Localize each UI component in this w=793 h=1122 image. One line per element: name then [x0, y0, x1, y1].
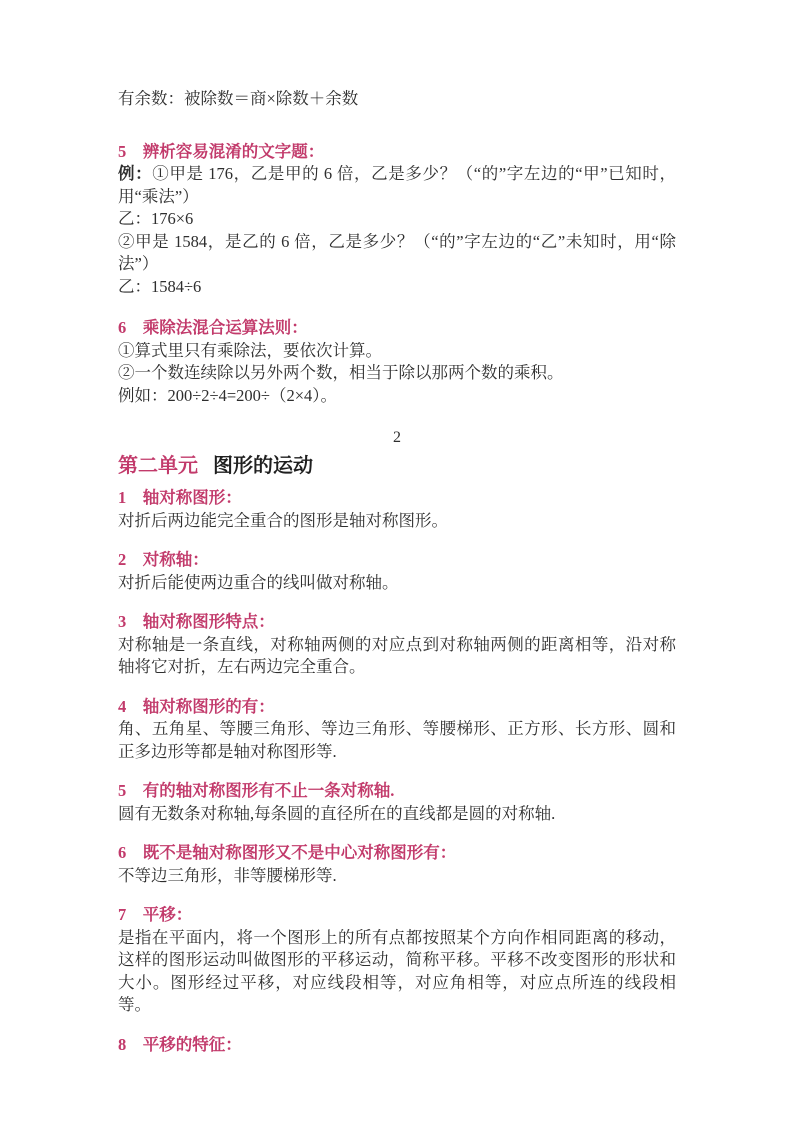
section-5-word-problems	[118, 141, 676, 299]
section-4-axisymmetric-examples	[118, 696, 676, 764]
section-heading: 5 辨析容易混淆的文字题：	[118, 141, 325, 161]
section-body: 角、五角星、等腰三角形、等边三角形、等腰梯形、正方形、长方形、圆和正多边形等都是轴对称图形等.	[118, 719, 676, 761]
section-heading: 8 平移的特征：	[118, 1034, 242, 1054]
section-5-multiple-axes	[118, 780, 676, 825]
section-6-neither-symmetric	[118, 842, 676, 887]
section-2-axis-of-symmetry	[118, 549, 676, 594]
section-6-mixed-operations	[118, 317, 676, 407]
section-body: 对称轴是一条直线，对称轴两侧的对应点到对称轴两侧的距离相等，沿对称轴将它对折，左右两边完全重合。	[118, 634, 676, 676]
paragraph-answer-1: 乙：176×6	[118, 209, 194, 228]
section-heading: 4 轴对称图形的有：	[118, 696, 275, 716]
section-heading: 6 乘除法混合运算法则：	[118, 318, 308, 337]
unit-heading	[118, 453, 676, 479]
section-3-axisymmetric-features	[118, 611, 676, 679]
unit-2-sections	[118, 487, 676, 1056]
example-text: ①甲是 176，乙是甲的 6 倍，乙是多少？（“的”字左边的“甲”已知时，用“乘法”）	[118, 164, 676, 206]
paragraph-rule-example: 例如：200÷2÷4=200÷（2×4）。	[118, 385, 338, 405]
paragraph-rule-1: ①算式里只有乘除法，要依次计算。	[118, 340, 382, 360]
section-heading: 5 有的轴对称图形有不止一条对称轴.	[118, 781, 395, 800]
section-body: 对折后能使两边重合的线叫做对称轴。	[118, 572, 399, 592]
section-heading: 1 轴对称图形：	[118, 488, 242, 507]
section-heading: 2 对称轴：	[118, 550, 209, 569]
section-body: 是指在平面内，将一个图形上的所有点都按照某个方向作相同距离的移动，这样的图形运动叫做图形的平移运动，简称平移。平移不改变图形的形状和大小。图形经过平移，对应线段相等，对应角相等，对应点所连的线段相等。	[118, 927, 676, 1014]
page-number: 2	[393, 429, 401, 446]
section-1-axisymmetric-figure	[118, 487, 676, 532]
paragraph-answer-2: 乙：1584÷6	[118, 276, 202, 296]
section-body: 不等边三角形，非等腰梯形等.	[118, 865, 337, 885]
paragraph-rule-2: ②一个数连续除以另外两个数，相当于除以那两个数的乘积。	[118, 363, 564, 382]
section-body: 圆有无数条对称轴,每条圆的直径所在的直线都是圆的对称轴.	[118, 803, 556, 823]
section-7-translation	[118, 904, 676, 1017]
paragraph-example-2: ②甲是 1584，是乙的 6 倍，乙是多少？（“的”字左边的“乙”未知时，用“除法”）	[118, 231, 676, 273]
unit-label: 第二单元	[118, 455, 198, 477]
section-8-translation-features	[118, 1034, 676, 1057]
section-heading: 7 平移：	[118, 905, 193, 924]
paragraph-example-1	[118, 163, 676, 208]
section-heading: 6 既不是轴对称图形又不是中心对称图形有：	[118, 843, 457, 862]
unit-title: 图形的运动	[213, 455, 313, 477]
section-heading: 3 轴对称图形特点：	[118, 612, 275, 631]
remainder-formula-line: 有余数：被除数＝商×除数＋余数	[118, 89, 359, 108]
example-label: 例：	[118, 164, 153, 183]
section-body: 对折后两边能完全重合的图形是轴对称图形。	[118, 510, 448, 530]
